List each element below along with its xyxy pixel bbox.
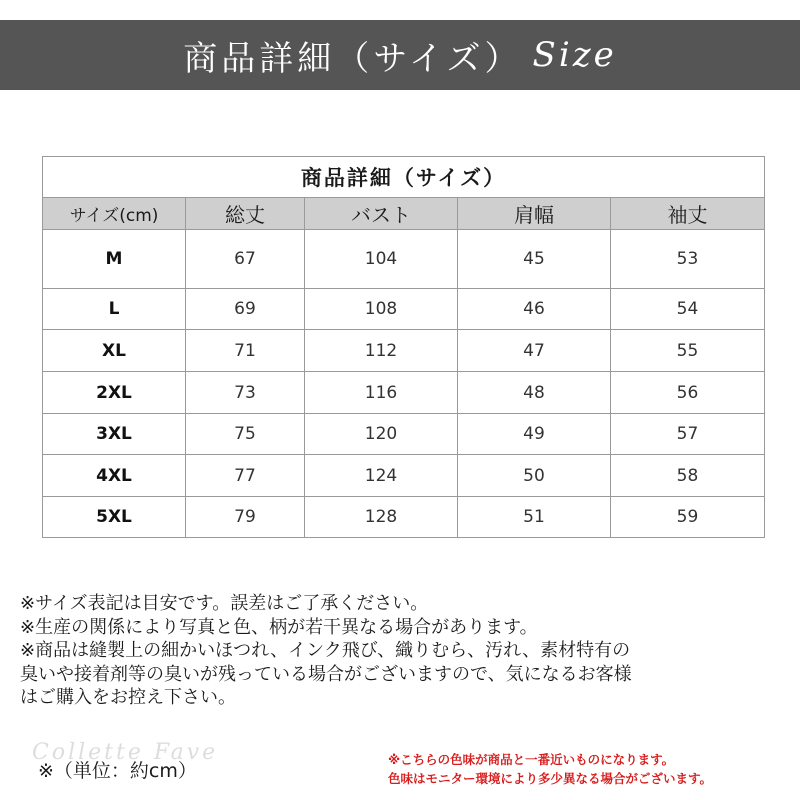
banner-script-size: Size xyxy=(532,35,617,75)
cell-sleeve: 57 xyxy=(611,414,765,455)
cell-sleeve: 56 xyxy=(611,372,765,414)
table-title: 商品詳細（サイズ） xyxy=(43,157,765,198)
header-shoulder: 肩幅 xyxy=(458,198,611,230)
cell-size: M xyxy=(43,230,186,289)
color-note xyxy=(388,750,712,788)
header-size: サイズ(cm) xyxy=(43,198,186,230)
table-row xyxy=(43,230,765,289)
notes-block xyxy=(20,592,790,710)
color-note-line: ※こちらの色味が商品と一番近いものになります。 xyxy=(388,752,675,767)
cell-length: 77 xyxy=(186,455,305,497)
watermark: Collette Fave xyxy=(32,740,219,765)
cell-shoulder: 46 xyxy=(458,289,611,330)
cell-bust: 120 xyxy=(305,414,458,455)
cell-shoulder: 49 xyxy=(458,414,611,455)
cell-bust: 124 xyxy=(305,455,458,497)
cell-shoulder: 47 xyxy=(458,330,611,372)
cell-bust: 108 xyxy=(305,289,458,330)
header-bust: バスト xyxy=(305,198,458,230)
table-row xyxy=(43,455,765,497)
cell-size: 5XL xyxy=(43,497,186,538)
table-row xyxy=(43,414,765,455)
cell-sleeve: 54 xyxy=(611,289,765,330)
cell-length: 75 xyxy=(186,414,305,455)
title-banner xyxy=(0,20,800,90)
table-row xyxy=(43,330,765,372)
cell-size: L xyxy=(43,289,186,330)
cell-length: 67 xyxy=(186,230,305,289)
header-length: 総丈 xyxy=(186,198,305,230)
cell-size: 4XL xyxy=(43,455,186,497)
cell-sleeve: 59 xyxy=(611,497,765,538)
cell-sleeve: 55 xyxy=(611,330,765,372)
table-row xyxy=(43,289,765,330)
cell-bust: 128 xyxy=(305,497,458,538)
cell-sleeve: 53 xyxy=(611,230,765,289)
table-header-row xyxy=(43,198,765,230)
note-line: ※生産の関係により写真と色、柄が若干異なる場合があります。 xyxy=(20,616,538,638)
cell-sleeve: 58 xyxy=(611,455,765,497)
cell-shoulder: 50 xyxy=(458,455,611,497)
note-line: ※商品は縫製上の細かいほつれ、インク飛び、織りむら、汚れ、素材特有の xyxy=(20,640,631,661)
cell-size: XL xyxy=(43,330,186,372)
note-line: はご購入をお控え下さい。 xyxy=(20,687,236,708)
banner-title: 商品詳細（サイズ） xyxy=(183,38,523,79)
cell-length: 71 xyxy=(186,330,305,372)
cell-length: 73 xyxy=(186,372,305,414)
table-row xyxy=(43,372,765,414)
note-line: 臭いや接着剤等の臭いが残っている場合がございますので、気になるお客様 xyxy=(20,663,632,685)
cell-shoulder: 45 xyxy=(458,230,611,289)
cell-bust: 104 xyxy=(305,230,458,289)
unit-note: ※（単位：約cm） xyxy=(38,760,197,782)
cell-length: 79 xyxy=(186,497,305,538)
color-note-line: 色味はモニター環境により多少異なる場合がございます。 xyxy=(388,771,713,786)
table-row xyxy=(43,497,765,538)
cell-bust: 116 xyxy=(305,372,458,414)
cell-shoulder: 48 xyxy=(458,372,611,414)
cell-length: 69 xyxy=(186,289,305,330)
cell-shoulder: 51 xyxy=(458,497,611,538)
size-table xyxy=(42,156,765,538)
cell-size: 2XL xyxy=(43,372,186,414)
cell-size: 3XL xyxy=(43,414,186,455)
cell-bust: 112 xyxy=(305,330,458,372)
header-sleeve: 袖丈 xyxy=(611,198,765,230)
note-line: ※サイズ表記は目安です。誤差はご了承ください。 xyxy=(20,593,429,614)
